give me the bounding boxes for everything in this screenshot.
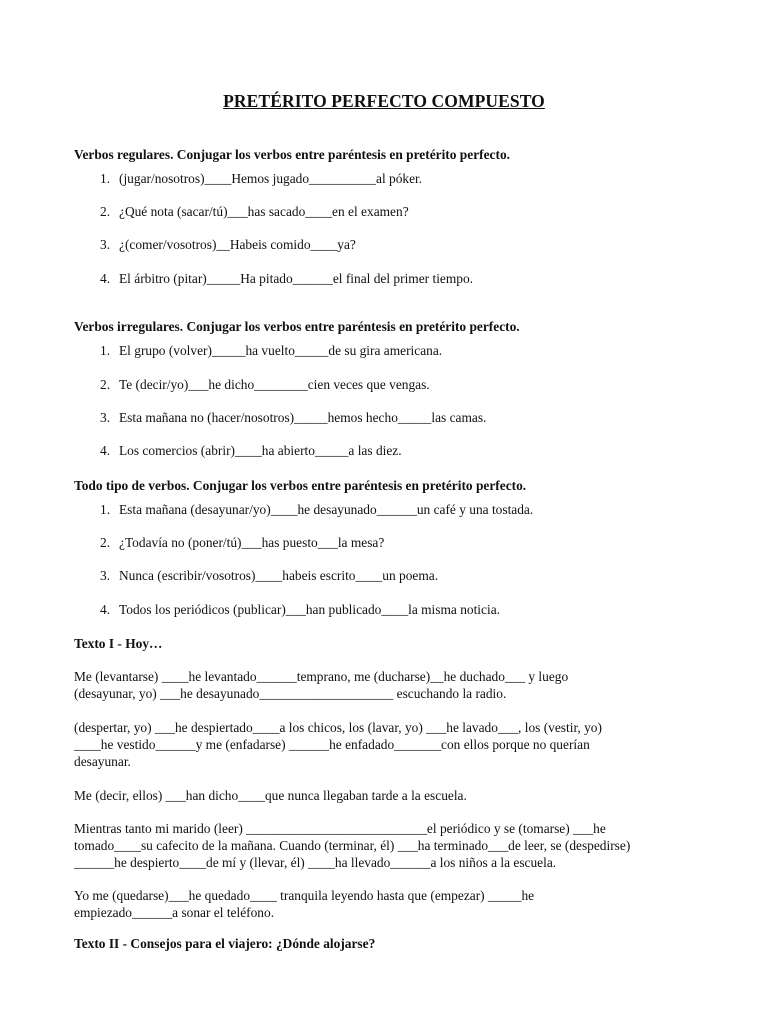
- item-text: Todos los periódicos (publicar)___han publicado____la misma noticia.: [119, 602, 500, 617]
- page-title: PRETÉRITO PERFECTO COMPUESTO: [223, 91, 545, 111]
- item-number: 4.: [100, 443, 111, 458]
- item-text: Esta mañana (desayunar/yo)____he desayunado______un café y una tostada.: [119, 502, 534, 517]
- paragraph-line: Me (levantarse) ____he levantado______temprano, me (ducharse)__he duchado___ y luego: [74, 669, 569, 684]
- paragraph: [74, 787, 724, 804]
- paragraph: [74, 668, 724, 702]
- paragraph-line: (despertar, yo) ___he despiertado____a los chicos, los (lavar, yo) ___he lavado___, los (vestir, yo): [74, 720, 602, 735]
- exercise-item: [100, 270, 473, 287]
- exercise-item: [100, 170, 422, 187]
- texto-2-heading: Texto II - Consejos para el viajero: ¿Dónde alojarse?: [74, 936, 376, 951]
- item-text: Los comercios (abrir)____ha abierto_____a las diez.: [119, 443, 402, 458]
- item-number: 1.: [100, 502, 111, 517]
- paragraph-line: ______he despierto____de mí y (llevar, él) ____ha llevado______a los niños a la escuela.: [74, 855, 557, 870]
- item-number: 3.: [100, 237, 111, 252]
- paragraph-line: tomado____su cafecito de la mañana. Cuando (terminar, él) ___ha terminado___de leer, se (despedirse): [74, 838, 631, 853]
- paragraph: [74, 719, 724, 770]
- exercise-item: [100, 601, 500, 618]
- paragraph: [74, 887, 724, 921]
- item-text: El grupo (volver)_____ha vuelto_____de su gira americana.: [119, 343, 443, 358]
- exercise-item: [100, 376, 430, 393]
- exercise-item: [100, 342, 442, 359]
- paragraph-line: ____he vestido______y me (enfadarse) ______he enfadado_______con ellos porque no querían: [74, 737, 590, 752]
- exercise-item: [100, 567, 438, 584]
- paragraph-line: Me (decir, ellos) ___han dicho____que nunca llegaban tarde a la escuela.: [74, 788, 467, 803]
- exercise-item: [100, 409, 486, 426]
- paragraph-line: (desayunar, yo) ___he desayunado____________________ escuchando la radio.: [74, 686, 507, 701]
- item-number: 4.: [100, 602, 111, 617]
- item-number: 3.: [100, 568, 111, 583]
- item-number: 3.: [100, 410, 111, 425]
- paragraph-line: desayunar.: [74, 754, 131, 769]
- item-text: El árbitro (pitar)_____Ha pitado______el final del primer tiempo.: [119, 271, 474, 286]
- exercise-item: [100, 501, 533, 518]
- item-number: 2.: [100, 377, 111, 392]
- section-heading-regulares: Verbos regulares. Conjugar los verbos entre paréntesis en pretérito perfecto.: [74, 147, 510, 162]
- paragraph-line: Yo me (quedarse)___he quedado____ tranquila leyendo hasta que (empezar) _____he: [74, 888, 535, 903]
- item-text: (jugar/nosotros)____Hemos jugado__________al póker.: [119, 171, 423, 186]
- section-heading-irregulares: Verbos irregulares. Conjugar los verbos entre paréntesis en pretérito perfecto.: [74, 319, 520, 334]
- paragraph: [74, 820, 724, 871]
- paragraph-line: empiezado______a sonar el teléfono.: [74, 905, 275, 920]
- item-text: ¿Qué nota (sacar/tú)___has sacado____en el examen?: [119, 204, 409, 219]
- item-number: 1.: [100, 171, 111, 186]
- item-number: 4.: [100, 271, 111, 286]
- exercise-item: [100, 203, 409, 220]
- paragraph-line: Mientras tanto mi marido (leer) ___________________________el periódico y se (tomarse) ___he: [74, 821, 606, 836]
- exercise-item: [100, 534, 384, 551]
- item-text: Te (decir/yo)___he dicho________cien veces que vengas.: [119, 377, 430, 392]
- item-text: Nunca (escribir/vosotros)____habeis escrito____un poema.: [119, 568, 439, 583]
- item-text: ¿(comer/vosotros)__Habeis comido____ya?: [119, 237, 356, 252]
- item-text: ¿Todavía no (poner/tú)___has puesto___la mesa?: [119, 535, 385, 550]
- texto-1-heading: Texto I - Hoy…: [74, 636, 163, 651]
- item-number: 2.: [100, 204, 111, 219]
- item-text: Esta mañana no (hacer/nosotros)_____hemos hecho_____las camas.: [119, 410, 487, 425]
- item-number: 2.: [100, 535, 111, 550]
- exercise-item: [100, 442, 402, 459]
- section-heading-todo-tipo: Todo tipo de verbos. Conjugar los verbos entre paréntesis en pretérito perfecto.: [74, 478, 527, 493]
- exercise-item: [100, 236, 356, 253]
- item-number: 1.: [100, 343, 111, 358]
